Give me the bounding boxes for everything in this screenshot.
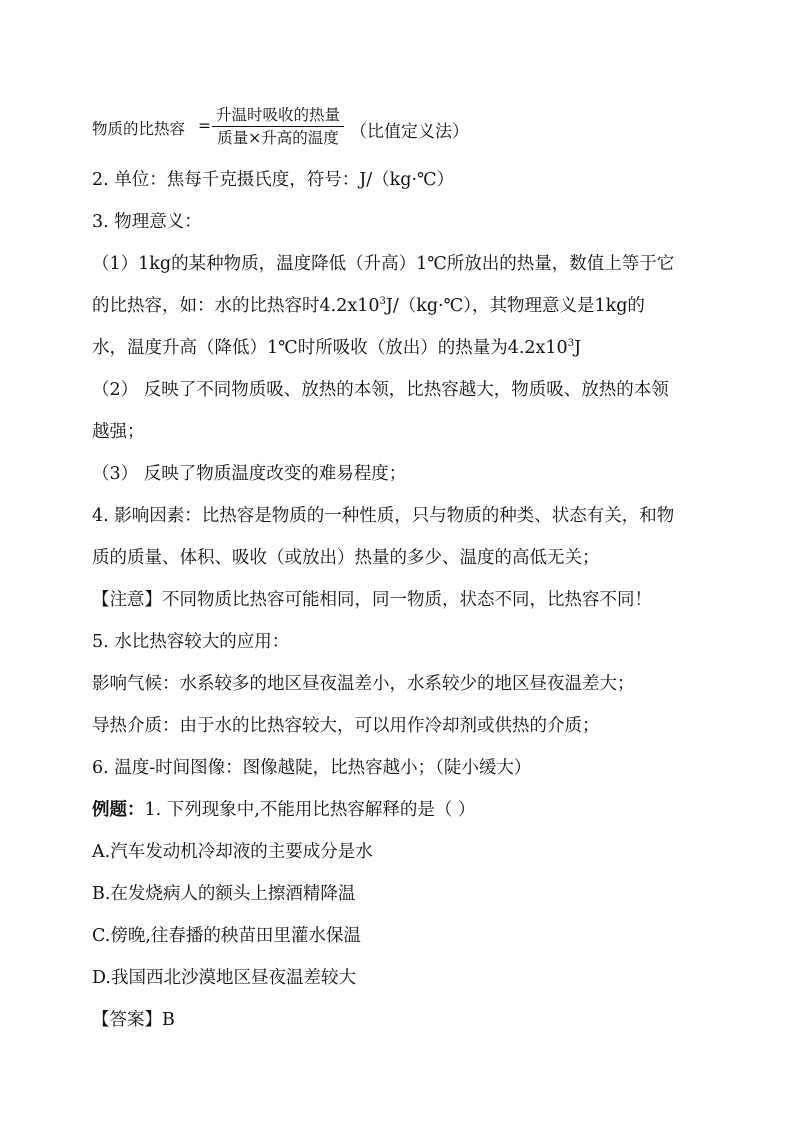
example-label: 例题： xyxy=(92,800,145,820)
option-d: D.我国西北沙漠地区昼夜温差较大 xyxy=(92,968,356,988)
answer-line: 【答案】B xyxy=(92,1010,175,1030)
note-line: 【注意】不同物质比热容可能相同，同一物质，状态不同，比热容不同！ xyxy=(92,590,652,610)
meaning-item-1-cont2 xyxy=(92,336,732,360)
example-question xyxy=(92,798,732,822)
superscript: 3 xyxy=(379,296,386,307)
question-text: 1. 下列现象中,不能用比热容解释的是（ ） xyxy=(144,800,476,820)
text-segment: 的比热容，如：水的比热容时4.2x10 xyxy=(92,296,380,316)
specific-heat-formula xyxy=(92,105,732,149)
meaning-item-1-cont xyxy=(92,294,732,318)
application-climate: 影响气候：水系较多的地区昼夜温差小，水系较少的地区昼夜温差大； xyxy=(92,674,635,694)
formula-lhs: 物质的比热容 xyxy=(92,120,186,138)
formula-denominator: 质量×升高的温度 xyxy=(217,129,339,147)
meaning-item-1: （1）1kg的某种物质，温度降低（升高）1℃所放出的热量，数值上等于它 xyxy=(92,254,675,274)
meaning-item-3: （3） 反映了物质温度改变的难易程度； xyxy=(92,464,407,484)
text-segment: 水，温度升高（降低）1℃时所吸收（放出）的热量为4.2x10 xyxy=(92,338,568,358)
text-segment: J/（kg·℃），其物理意义是1kg的 xyxy=(385,296,645,316)
meaning-item-2-cont: 越强； xyxy=(92,422,145,442)
graph-line: 6. 温度-时间图像：图像越陡，比热容越小；（陡小缓大） xyxy=(92,758,532,778)
text-segment: J xyxy=(574,338,582,358)
option-b: B.在发烧病人的额头上擦酒精降温 xyxy=(92,884,356,904)
factors-line-cont: 质的质量、体积、吸收（或放出）热量的多少、温度的高低无关； xyxy=(92,548,600,568)
option-c: C.傍晚,往春播的秧苗田里灌水保温 xyxy=(92,926,361,946)
unit-line: 2. 单位：焦每千克摄氏度，符号：J/（kg·℃） xyxy=(92,170,455,190)
meaning-item-2: （2） 反映了不同物质吸、放热的本领，比热容越大，物质吸、放热的本领 xyxy=(92,380,669,400)
formula-numerator: 升温时吸收的热量 xyxy=(215,106,340,124)
option-a: A.汽车发动机冷却液的主要成分是水 xyxy=(92,842,373,862)
meaning-heading: 3. 物理意义： xyxy=(92,212,202,232)
formula-fraction xyxy=(212,105,344,148)
formula-note: （比值定义法） xyxy=(350,122,469,142)
fraction-bar xyxy=(212,126,344,127)
application-medium: 导热介质：由于水的比热容较大，可以用作冷却剂或供热的介质； xyxy=(92,716,600,736)
superscript: 3 xyxy=(567,338,575,349)
factors-line: 4. 影响因素：比热容是物质的一种性质，只与物质的种类、状态有关，和物 xyxy=(92,506,675,526)
applications-heading: 5. 水比热容较大的应用： xyxy=(92,632,290,652)
formula-equals: = xyxy=(198,117,211,135)
